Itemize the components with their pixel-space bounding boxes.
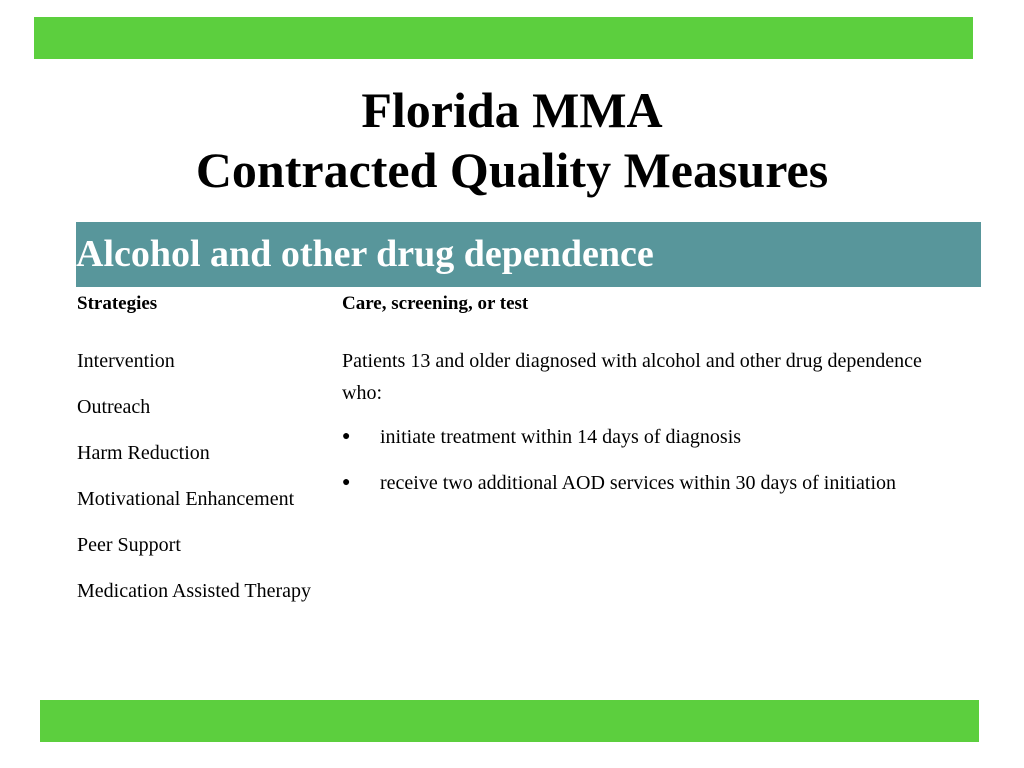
care-bullet-text: initiate treatment within 14 days of diagnosis bbox=[380, 426, 742, 448]
strategy-item: Peer Support bbox=[77, 534, 181, 556]
slide-title bbox=[0, 80, 1024, 200]
strategy-item: Outreach bbox=[77, 396, 151, 418]
section-band bbox=[76, 222, 981, 287]
top-accent-bar bbox=[34, 17, 973, 59]
strategy-item: Harm Reduction bbox=[77, 442, 210, 464]
title-line-1: Florida MMA bbox=[361, 82, 663, 138]
strategy-list bbox=[77, 345, 337, 621]
care-bullet-list bbox=[342, 423, 982, 515]
care-column bbox=[342, 292, 982, 494]
care-bullet-text: receive two additional AOD services within 30 days of initiation bbox=[380, 472, 896, 494]
strategies-header: Strategies bbox=[77, 293, 158, 314]
care-header: Care, screening, or test bbox=[342, 293, 529, 314]
section-heading: Alcohol and other drug dependence bbox=[76, 233, 654, 275]
care-bullet-item bbox=[342, 423, 982, 451]
bottom-accent-bar bbox=[40, 700, 979, 742]
strategy-item: Medication Assisted Therapy bbox=[77, 580, 312, 602]
bullet-dot-icon: ● bbox=[342, 475, 351, 490]
strategy-item: Motivational Enhancement bbox=[77, 488, 295, 510]
bullet-dot-icon: ● bbox=[342, 429, 351, 444]
title-line-2: Contracted Quality Measures bbox=[195, 142, 829, 198]
care-intro: Patients 13 and older diagnosed with alcohol and other drug dependence who: bbox=[342, 350, 922, 404]
strategies-column bbox=[77, 292, 332, 602]
strategy-item: Intervention bbox=[77, 350, 175, 372]
care-bullet-item bbox=[342, 469, 982, 497]
